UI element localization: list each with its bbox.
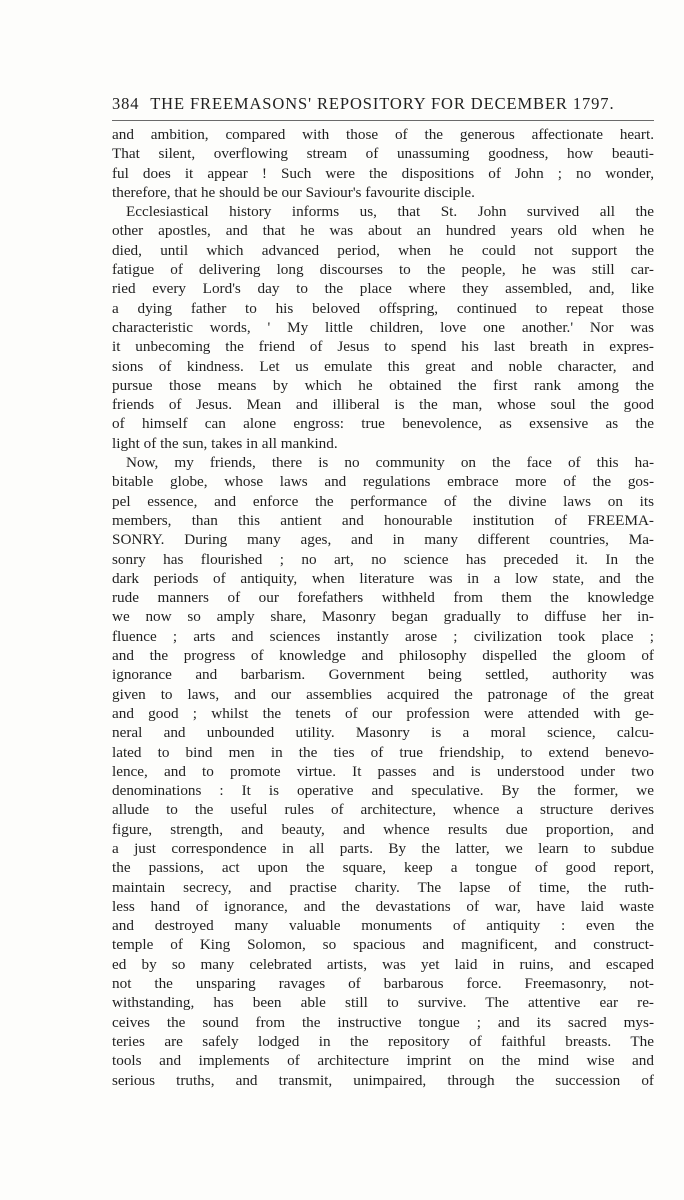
text-line: we now so amply share, Masonry began gradually to diffuse her in- <box>112 608 654 626</box>
text-line: pel essence, and enforce the performance of the divine laws on its <box>112 492 654 510</box>
text-line: of himself can alone engross: true benevolence, as exsensive as the <box>112 415 654 433</box>
text-line: less hand of ignorance, and the devastations of war, have laid waste <box>112 897 654 915</box>
text-line: lated to bind men in the ties of true friendship, to extend benevo- <box>112 743 654 761</box>
text-line: ignorance and barbarism. Government being settled, authority was <box>112 666 654 684</box>
text-line: the passions, act upon the square, keep a tongue of good report, <box>112 859 654 877</box>
text-line: members, than this antient and honourable institution of FREEMA- <box>112 511 654 529</box>
text-line: a dying father to his beloved offspring, continued to repeat those <box>112 299 654 317</box>
text-line: therefore, that he should be our Saviour's favourite disciple. <box>112 183 475 201</box>
text-line: temple of King Solomon, so spacious and magnificent, and construct- <box>112 936 654 954</box>
text-line: tools and implements of architecture imprint on the mind wise and <box>112 1052 654 1070</box>
header-rule <box>112 120 654 121</box>
text-line: characteristic words, ' My little children, love one another.' Nor was <box>112 318 654 336</box>
text-line: given to laws, and our assemblies acquired the patronage of the great <box>112 685 654 703</box>
running-header <box>112 94 652 116</box>
running-title: THE FREEMASONS' REPOSITORY FOR DECEMBER 1797. <box>150 94 615 113</box>
text-line: and good ; whilst the tenets of our profession were attended with ge- <box>112 704 654 722</box>
text-line: friends of Jesus. Mean and illiberal is the man, whose soul the good <box>112 396 654 414</box>
text-line: not the unsparing ravages of barbarous force. Freemasonry, not- <box>112 975 654 993</box>
text-line: lence, and to promote virtue. It passes and is understood under two <box>112 762 654 780</box>
text-line: other apostles, and that he was about an hundred years old when he <box>112 222 654 240</box>
text-line: dark periods of antiquity, when literature was in a low state, and the <box>112 569 654 587</box>
text-line: died, until which advanced period, when he could not support the <box>112 241 654 259</box>
text-line: fluence ; arts and sciences instantly arose ; civilization took place ; <box>112 627 654 645</box>
text-line: sonry has flourished ; no art, no science has preceded it. In the <box>112 550 654 568</box>
text-line: ried every Lord's day to the place where they assembled, and, like <box>112 280 654 298</box>
text-line: That silent, overflowing stream of unassuming goodness, how beauti- <box>112 145 654 163</box>
text-line: sions of kindness. Let us emulate this great and noble character, and <box>112 357 654 375</box>
text-line: rude manners of our forefathers withheld from them the knowledge <box>112 589 654 607</box>
text-line: teries are safely lodged in the repository of faithful breasts. The <box>112 1032 654 1050</box>
text-line: bitable globe, whose laws and regulations embrace more of the gos- <box>112 473 654 491</box>
text-line: withstanding, has been able still to survive. The attentive ear re- <box>112 994 654 1012</box>
text-line: ceives the sound from the instructive tongue ; and its sacred mys- <box>112 1013 654 1031</box>
page-number: 384 <box>112 94 140 113</box>
text-line: light of the sun, takes in all mankind. <box>112 434 338 452</box>
text-line: a just correspondence in all parts. By the latter, we learn to subdue <box>112 839 654 857</box>
text-line: and ambition, compared with those of the generous affectionate heart. <box>112 126 654 143</box>
text-line: Ecclesiastical history informs us, that St. John survived all the <box>126 203 654 221</box>
text-line: denominations : It is operative and speculative. By the former, we <box>112 782 654 800</box>
body-text <box>112 125 654 1090</box>
text-line: serious truths, and transmit, unimpaired, through the succession of <box>112 1071 654 1089</box>
text-line: it unbecoming the friend of Jesus to spend his last breath in expres- <box>112 338 654 356</box>
text-line: and the progress of knowledge and philosophy dispelled the gloom of <box>112 647 654 665</box>
text-line: ed by so many celebrated artists, was yet laid in ruins, and escaped <box>112 955 654 973</box>
text-line: fatigue of delivering long discourses to the people, he was still car- <box>112 261 654 279</box>
text-line: maintain secrecy, and practise charity. The lapse of time, the ruth- <box>112 878 654 896</box>
text-line: SONRY. During many ages, and in many different countries, Ma- <box>112 531 654 549</box>
text-line: pursue those means by which he obtained the first rank among the <box>112 376 654 394</box>
text-line: Now, my friends, there is no community on the face of this ha- <box>126 454 654 472</box>
text-line: allude to the useful rules of architecture, whence a structure derives <box>112 801 654 819</box>
text-line: ful does it appear ! Such were the dispositions of John ; no wonder, <box>112 164 654 182</box>
text-line: and destroyed many valuable monuments of antiquity : even the <box>112 917 654 935</box>
text-line: figure, strength, and beauty, and whence results due proportion, and <box>112 820 654 838</box>
text-line: neral and unbounded utility. Masonry is a moral science, calcu- <box>112 724 654 742</box>
